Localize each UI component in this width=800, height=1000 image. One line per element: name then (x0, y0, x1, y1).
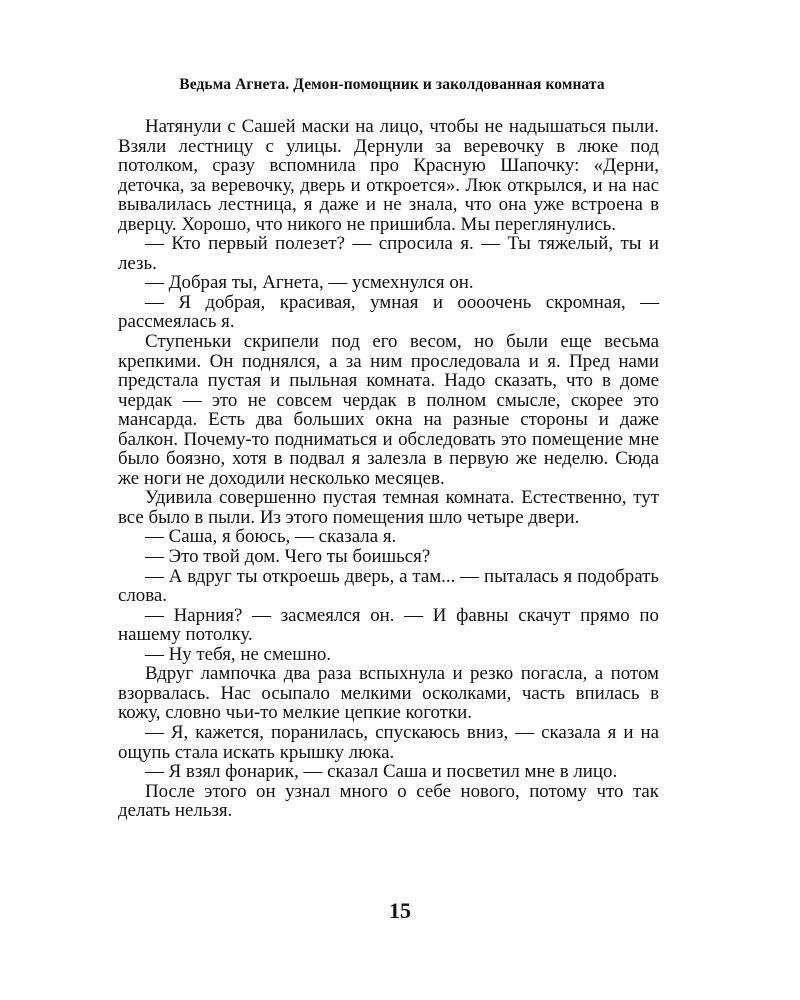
paragraph: После этого он узнал много о себе нового, потому что так делать нельзя. (118, 780, 659, 822)
page-number: 15 (389, 898, 411, 923)
paragraph: Удивила совершенно пустая темная комната. Естественно, тут все было в пыли. Из этого помещения шло четыре двери. (118, 487, 659, 528)
paragraph: — Ну тебя, не смешно. (145, 643, 332, 665)
paragraph: — Добрая ты, Агнета, — усмехнулся он. (145, 272, 474, 294)
paragraph: — А вдруг ты откроешь дверь, а там... — пыталась я подобрать слова. (118, 565, 659, 607)
paragraph: — Это твой дом. Чего ты боишься? (145, 546, 431, 568)
paragraph: — Кто первый полезет? — спросила я. — Ты тяжелый, ты и лезь. (118, 233, 659, 274)
running-header: Ведьма Агнета. Демон-помощник и заколдованная комната (179, 76, 605, 93)
paragraph: — Я, кажется, поранилась, спускаюсь вниз, — сказала я и на ощупь стала искать крышку люка. (118, 721, 659, 763)
paragraph: — Саша, я боюсь, — сказала я. (145, 526, 397, 548)
paragraph: — Я взял фонарик, — сказал Саша и посветил мне в лицо. (145, 761, 618, 783)
paragraph: Вдруг лампочка два раза вспыхнула и резко погасла, а потом взорвалась. Нас осыпало мелкими осколками, часть впилась в кожу, словно чьи-то мелкие цепкие коготки. (118, 663, 659, 724)
paragraph: Натянули с Сашей маски на лицо, чтобы не надышаться пыли. Взяли лестницу с улицы. Дернули за веревочку в люке под потолком, сразу вспомнила про Красную Шапочку: «Дерни, деточка, за веревочку, дверь и откроется». Люк открылся, и на нас вывалилась лестница, я даже и не знала, что она уже встроена в дверцу. Хорошо, что никого не пришибла. Мы переглянулись. (118, 116, 659, 235)
body-text (118, 117, 659, 821)
paragraph: Ступеньки скрипели под его весом, но были еще весьма крепкими. Он поднялся, а за ним проследовала и я. Пред нами предстала пустая и пыльная комната. Надо сказать, что в доме чердак — это не совсем чердак в полном смысле, скорее это мансарда. Есть два больших окна на разные стороны и даже балкон. Почему-то подниматься и обследовать это помещение мне было боязно, хотя в подвал я залезла в первую же неделю. Сюда же ноги не доходили несколько месяцев. (118, 331, 659, 489)
paragraph: — Я добрая, красивая, умная и оооочень скромная, — рассмеялась я. (118, 291, 659, 333)
paragraph: — Нарния? — засмеялся он. — И фавны скачут прямо по нашему потолку. (118, 604, 659, 646)
